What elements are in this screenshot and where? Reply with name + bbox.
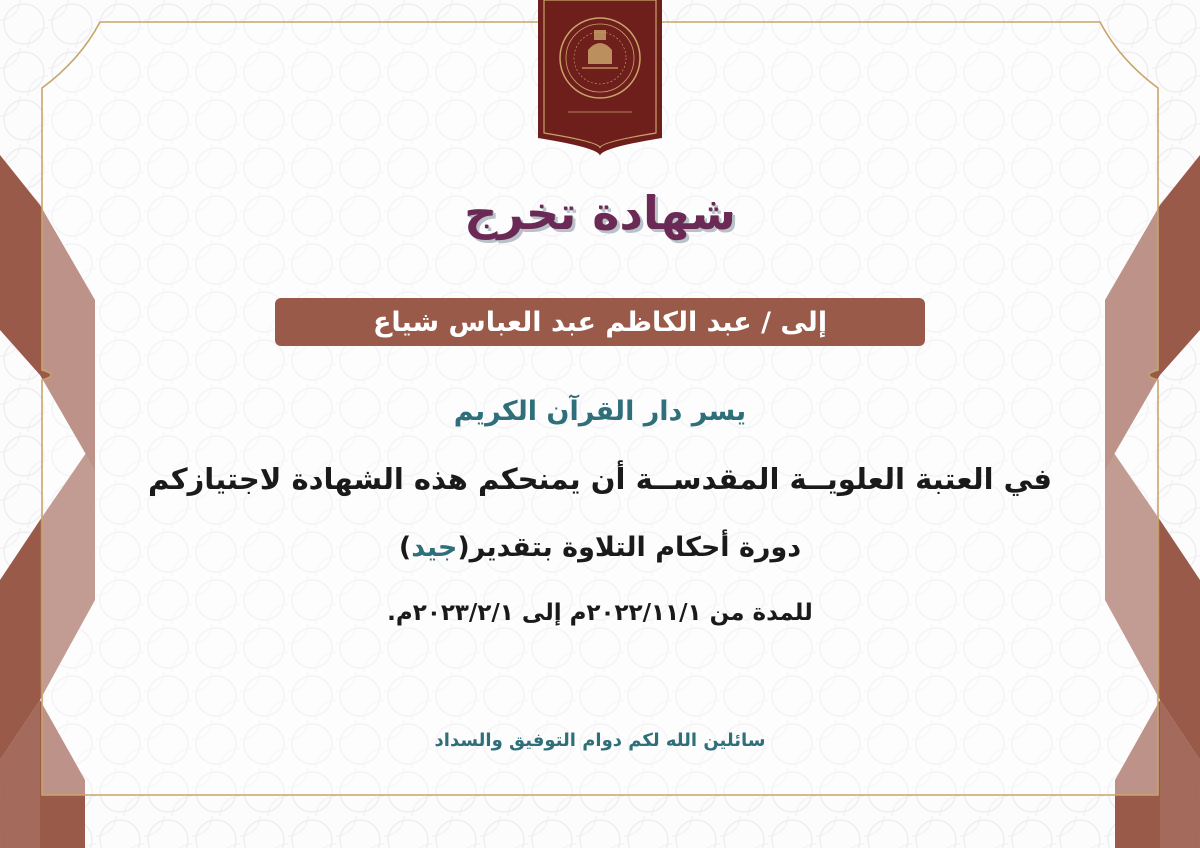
holy-shrine-seal-icon [538,0,662,156]
course-name: دورة أحكام التلاوة بتقدير [469,532,802,563]
issuer-line: يسر دار القرآن الكريم [453,396,747,427]
period-line: للمدة من ٢٠٢٢/١١/١م إلى ٢٠٢٣/٢/١م. [387,600,813,626]
grade-open-paren: ( [457,532,470,563]
certificate-title: شهادة تخرج [464,186,736,240]
grade-value: جيد [411,532,458,563]
course-grade-line [40,532,1160,563]
recipient-banner [275,298,925,346]
grant-statement: في العتبة العلويــة المقدســة أن يمنحكم هذه الشهادة لاجتيازكم [148,462,1052,496]
grade-close-paren: ) [398,532,412,563]
institution-emblem [538,0,662,156]
recipient-name: إلى / عبد الكاظم عبد العباس شياع [372,306,828,338]
closing-prayer: سائلين الله لكم دوام التوفيق والسداد [434,730,766,751]
